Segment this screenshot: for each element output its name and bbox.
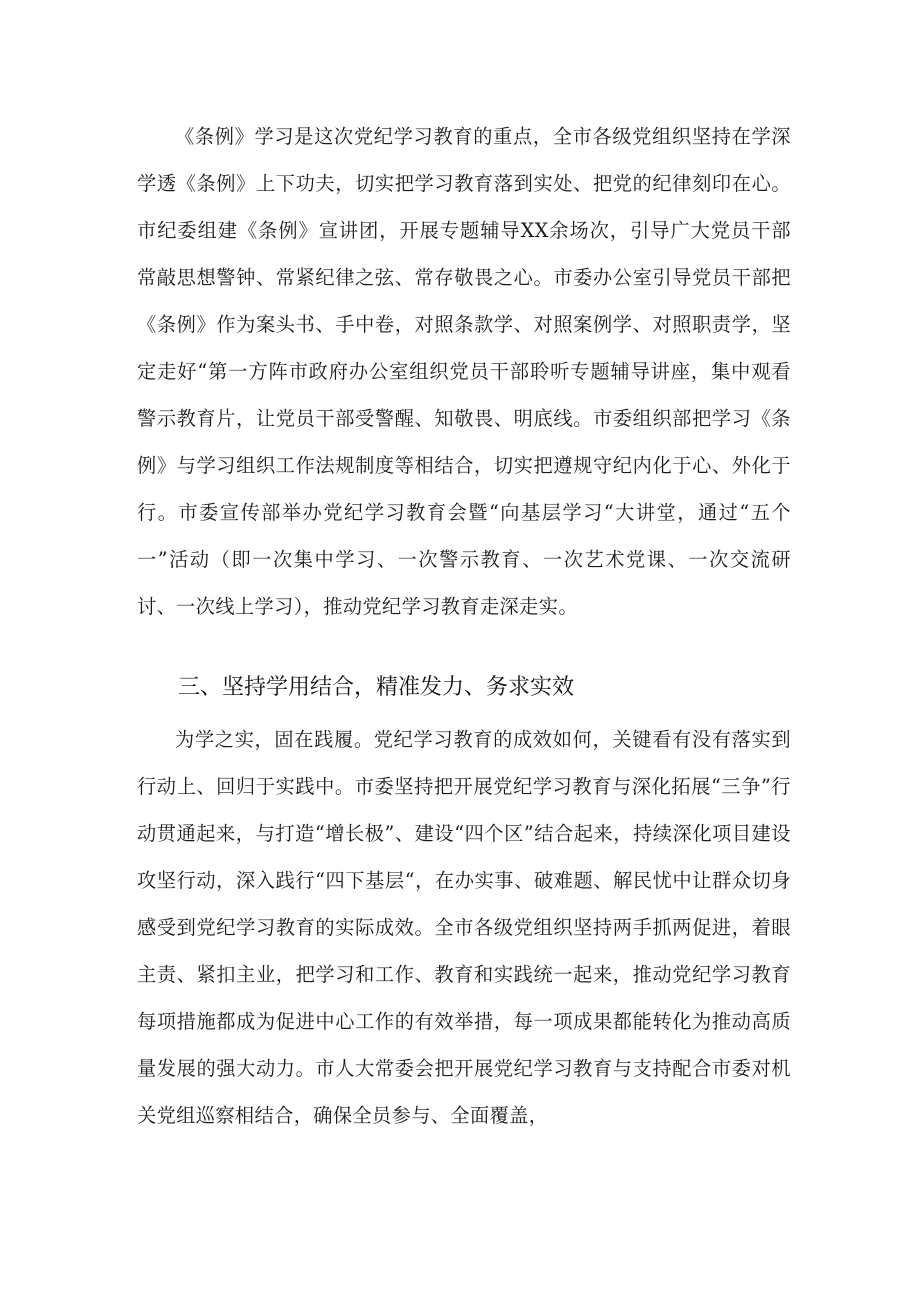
section-heading-3: 三、坚持学用结合，精准发力、务求实效 bbox=[178, 675, 575, 700]
body-paragraph-1: 《条例》学习是这次党纪学习教育的重点，全市各级党组织坚持在学深学透《条例》上下功夫，切实把学习教育落到实处、把党的纪律刻印在心。市纪委组建《条例》宣讲团，开展专题辅导XX余场次，引导广大党员干部常敲思想警钟、常紧纪律之弦、常存敬畏之心。市委办公室引导党员干部把《条例》作为案头书、手中卷，对照条款学、对照案例学、对照职责学，坚定走好“第一方阵市政府办公室组织党员干部聆听专题辅导讲座，集中观看警示教育片，让党员干部受警醒、知敬畏、明底线。市委组织部把学习《条例》与学习组织工作法规制度等相结合，切实把遵规守纪内化于心、外化于行。市委宣传部举办党纪学习教育会暨“向基层学习“大讲堂，通过“五个一”活动（即一次集中学习、一次警示教育、一次艺术党课、一次交流研讨、一次线上学习），推动党纪学习教育走深走实。 bbox=[137, 125, 791, 618]
body-paragraph-2: 为学之实，固在践履。党纪学习教育的成效如何，关键看有没有落实到行动上、回归于实践中。市委坚持把开展党纪学习教育与深化拓展“三争”行动贯通起来，与打造“增长极”、建设“四个区”结合起来，持续深化项目建设攻坚行动，深入践行“四下基层“，在办实事、破难题、解民忧中让群众切身感受到党纪学习教育的实际成效。全市各级党组织坚持两手抓两促进，着眼主责、紧扣主业，把学习和工作、教育和实践统一起来，推动党纪学习教育每项措施都成为促进中心工作的有效举措，每一项成果都能转化为推动高质量发展的强大动力。市人大常委会把开展党纪学习教育与支持配合市委对机关党组巡察相结合，确保全员参与、全面覆盖， bbox=[137, 728, 791, 1127]
